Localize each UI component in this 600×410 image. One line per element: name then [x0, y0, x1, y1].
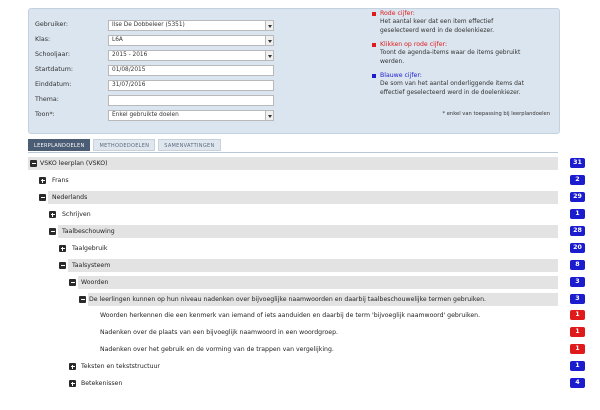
tree-row-background [48, 208, 558, 221]
legend-blauwe-desc: De som van het aantal onderliggende items dat effectief geselecteerd werd in de doelenkiezer. [380, 80, 524, 96]
chevron-down-icon [265, 21, 273, 30]
tree-row [78, 275, 580, 289]
tree-item-label: Schrijven [62, 211, 91, 218]
expand-icon[interactable] [39, 177, 46, 184]
legend-klikken-title: Klikken op rode cijfer: [380, 41, 448, 48]
tree-item-label: Woorden [81, 279, 109, 286]
tree-item-label: Woorden herkennen die een kenmerk van iemand of iets aanduiden en daarbij de term 'bijvoeglijk naamwoord' gebruiken. [100, 312, 481, 319]
tree-row [78, 359, 580, 373]
blue-count-badge: 1 [570, 209, 585, 219]
legend-blauwe [372, 72, 532, 97]
blue-count-badge: 3 [570, 277, 585, 287]
tab-methodedoelen[interactable]: METHODEDOELEN [93, 139, 155, 151]
blue-count-badge: 28 [570, 226, 585, 236]
collapse-icon[interactable] [59, 262, 66, 269]
expand-icon[interactable] [59, 245, 66, 252]
tree-item-label: Nederlands [52, 194, 88, 201]
legend-blauwe-title: Blauwe cijfer: [380, 72, 422, 79]
blue-count-badge: 1 [570, 361, 585, 371]
tree-row [78, 376, 580, 390]
startdatum-label: Startdatum: [35, 66, 73, 73]
blue-count-badge: 2 [570, 175, 585, 185]
schooljaar-value: 2015 - 2016 [112, 51, 148, 58]
blue-count-badge: 29 [570, 192, 585, 202]
tree-row [48, 190, 582, 204]
blue-count-badge: 20 [570, 243, 585, 253]
tree-item-label: Nadenken over de plaats van een bijvoeglijk naamwoord in een woordgroep. [100, 329, 338, 336]
schooljaar-select[interactable] [108, 50, 274, 61]
schooljaar-label: Schooljaar: [35, 51, 70, 58]
toon-value: Enkel gebruikte doelen [112, 111, 179, 118]
tree-row-background [58, 225, 558, 238]
tree-row-background [48, 191, 558, 204]
legend [372, 10, 532, 103]
tree-row-background [68, 259, 558, 272]
einddatum-label: Einddatum: [35, 81, 72, 88]
tab-bar [28, 139, 224, 151]
tree-row [58, 224, 582, 238]
legend-klikken-desc: Toont de agenda-items waar de items gebruikt werden. [380, 49, 521, 65]
legend-rode [372, 10, 532, 35]
collapse-icon[interactable] [49, 228, 56, 235]
tree-row [88, 342, 580, 356]
tree-row [88, 325, 580, 339]
klas-value: L6A [112, 36, 123, 43]
tree-item-label: Nadenken over het gebruik en de vorming van de trappen van vergelijking. [100, 346, 334, 353]
collapse-icon[interactable] [79, 296, 86, 303]
chevron-down-icon [265, 51, 273, 60]
klas-label: Klas: [35, 36, 51, 43]
tree-item-label: Teksten en tekststructuur [81, 363, 160, 370]
gebruiker-value: Ilse De Dobbeleer (5351) [112, 21, 185, 28]
tree-row [28, 156, 582, 170]
gebruiker-label: Gebruiker: [35, 21, 68, 28]
thema-input[interactable] [108, 95, 274, 106]
legend-rode-title: Rode cijfer: [380, 10, 415, 17]
thema-label: Thema: [35, 96, 59, 103]
tree-row-background [37, 174, 558, 187]
klas-select[interactable] [108, 35, 274, 46]
tree-item-label: Frans [52, 177, 69, 184]
gebruiker-select[interactable] [108, 20, 274, 31]
tree-item-label: Taalgebruik [72, 245, 108, 252]
tree-item-label: VSKO leerplan (VSKO) [40, 160, 108, 167]
expand-icon[interactable] [69, 380, 76, 387]
tree-row-background [28, 157, 558, 170]
toon-select[interactable] [108, 110, 274, 121]
startdatum-input[interactable]: 01/08/2015 [108, 65, 274, 76]
chevron-down-icon [265, 111, 273, 120]
collapse-icon[interactable] [39, 194, 46, 201]
tree-row [68, 258, 580, 272]
red-count-badge[interactable]: 1 [570, 344, 585, 354]
collapse-icon[interactable] [69, 279, 76, 286]
tree-row-background [78, 377, 558, 390]
red-square-icon [372, 43, 376, 47]
blue-count-badge: 31 [570, 158, 585, 168]
tab-leerplandoelen[interactable]: LEERPLANDOELEN [28, 139, 90, 151]
blue-count-badge: 8 [570, 260, 585, 270]
tree-row [48, 207, 580, 221]
red-count-badge[interactable]: 1 [570, 327, 585, 337]
einddatum-input[interactable]: 31/07/2016 [108, 80, 274, 91]
expand-icon[interactable] [69, 363, 76, 370]
toon-label: Toon*: [35, 111, 55, 118]
tree-item-label: Taalbeschouwing [62, 228, 115, 235]
tree-row [37, 173, 580, 187]
red-square-icon [372, 12, 376, 16]
legend-note: * enkel van toepassing bij leerplandoelen [442, 111, 550, 117]
blue-count-badge: 3 [570, 294, 585, 304]
legend-rode-desc: Het aantal keer dat een item effectief geselecteerd werd in de doelenkiezer. [380, 18, 495, 34]
tree-item-label: De leerlingen kunnen op hun niveau nadenken over bijvoeglijke naamwoorden en daarbij taalbeschouwelijke termen gebruiken. [89, 296, 486, 303]
expand-icon[interactable] [49, 211, 56, 218]
tree-row [88, 308, 580, 322]
tree-row [58, 241, 582, 255]
legend-klikken [372, 41, 532, 66]
tab-underline [28, 152, 558, 153]
tree-row-background [58, 242, 558, 255]
tree-item-label: Taalsysteem [72, 262, 111, 269]
blue-square-icon [372, 74, 376, 78]
blue-count-badge: 4 [570, 378, 585, 388]
tab-samenvattingen[interactable]: SAMENVATTINGEN [158, 139, 220, 151]
collapse-icon[interactable] [30, 160, 37, 167]
tree-row [88, 292, 580, 306]
tree-item-label: Betekenissen [81, 380, 123, 387]
red-count-badge[interactable]: 1 [570, 310, 585, 320]
chevron-down-icon [265, 36, 273, 45]
tree-row-background [78, 276, 558, 289]
